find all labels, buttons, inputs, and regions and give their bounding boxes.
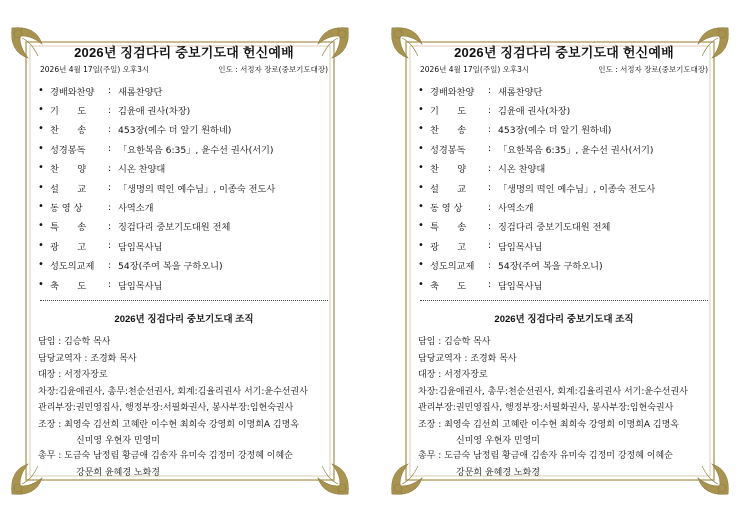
service-date: 2026년 4월 17일(주일) 오후3시 (420, 65, 530, 74)
org-row: 총무 : 도금숙 남정림 황금애 김송자 유미숙 김정미 강정혜 이혜순 강문희 윤혜경 노화경 (418, 451, 673, 478)
program-item: • 동 영 상 : 사역소개 (418, 201, 534, 215)
organization-title: 2026년 징검다리 중보기도대 조직 (114, 314, 254, 326)
program-item: • 특 송 : 징검다리 중보기도대원 전체 (418, 220, 611, 234)
org-row: 조장 : 최영숙 김선희 고혜란 이수현 최희숙 강영희 이명희A 김명옥 신미영 우현자 민영미 (418, 419, 679, 447)
program-item: • 성도의교제 : 54장(주여 복을 구하오니) (418, 259, 603, 273)
program-item: • 성경봉독 : 「요한복음 6:35」, 윤수선 권사(서기) (418, 142, 654, 156)
program-item: • 광 고 : 담임목사님 (418, 239, 543, 253)
org-row: 관리부장 : 권민영집사, 행정부장:서필화권사, 봉사부장:임현숙권사 (418, 403, 674, 414)
program-item: • 성도의교제 : 54장(주여 복을 구하오니) (38, 259, 223, 273)
order-of-service (38, 81, 330, 294)
organization-title: 2026년 징검다리 중보기도대 조직 (494, 314, 634, 326)
date-line (420, 64, 708, 75)
program-item: • 찬 송 : 453장(예수 더 알기 원하네) (418, 123, 612, 137)
program-item: • 동 영 상 : 사역소개 (38, 201, 154, 215)
program-item: • 설 교 : 「생명의 떡인 예수님」, 이종숙 전도사 (418, 181, 656, 195)
program-item: • 찬 양 : 시온 찬양대 (38, 162, 166, 176)
org-row: 담임 : 김승학 목사 (38, 337, 111, 348)
org-row: 총무 : 도금숙 남정림 황금애 김송자 유미숙 김정미 강정혜 이혜순 강문희 윤혜경 노화경 (38, 451, 293, 478)
service-date: 2026년 4월 17일(주일) 오후3시 (40, 65, 150, 74)
program-item: • 찬 양 : 시온 찬양대 (418, 162, 546, 176)
bulletin-card-right (388, 24, 732, 498)
program-item: • 기 도 : 김윤애 권사(차장) (38, 104, 191, 118)
program-item: • 설 교 : 「생명의 떡인 예수님」, 이종숙 전도사 (38, 181, 276, 195)
dotted-divider (40, 300, 328, 301)
program-item: • 찬 송 : 453장(예수 더 알기 원하네) (38, 123, 232, 137)
program-item: • 광 고 : 담임목사님 (38, 239, 163, 253)
org-row: 조장 : 최영숙 김선희 고혜란 이수현 최희숙 강영희 이명희A 김명옥 신미영 우현자 민영미 (38, 419, 299, 447)
program-item: • 경배와찬양 : 새롬찬양단 (418, 84, 543, 98)
service-title: 2026년 징검다리 중보기도대 헌신예배 (454, 45, 674, 60)
organization-list (418, 335, 710, 481)
program-item: • 특 송 : 징검다리 중보기도대원 전체 (38, 220, 231, 234)
org-row: 담당교역자 : 조경화 목사 (38, 353, 137, 364)
org-row: 담당교역자 : 조경화 목사 (418, 353, 517, 364)
org-row: 차장 : 김윤애권사, 총무:천순선권사, 회계:김율리권사 서기:윤수선권사 (38, 386, 308, 397)
bulletin-content (418, 42, 710, 481)
service-title: 2026년 징검다리 중보기도대 헌신예배 (74, 45, 294, 60)
org-row: 대장 : 서정자장로 (418, 370, 488, 381)
program-item: • 축 도 : 담임목사님 (38, 278, 163, 292)
program-item: • 기 도 : 김윤애 권사(차장) (418, 104, 571, 118)
org-row: 차장 : 김윤애권사, 총무:천순선권사, 회계:김율리권사 서기:윤수선권사 (418, 386, 688, 397)
bulletin-card-left (8, 24, 352, 498)
org-row: 담임 : 김승학 목사 (418, 337, 491, 348)
order-of-service (418, 81, 710, 294)
organization-list (38, 335, 330, 481)
program-item: • 축 도 : 담임목사님 (418, 278, 543, 292)
service-leader: 인도 : 서정자 장로(중보기도대장) (598, 65, 708, 74)
date-line (40, 64, 328, 75)
service-leader: 인도 : 서정자 장로(중보기도대장) (218, 65, 328, 74)
bulletin-content (38, 42, 330, 481)
org-row: 관리부장 : 권민영집사, 행정부장:서필화권사, 봉사부장:임현숙권사 (38, 403, 294, 414)
org-row: 대장 : 서정자장로 (38, 370, 108, 381)
dotted-divider (420, 300, 708, 301)
program-item: • 경배와찬양 : 새롬찬양단 (38, 84, 163, 98)
program-item: • 성경봉독 : 「요한복음 6:35」, 윤수선 권사(서기) (38, 142, 274, 156)
